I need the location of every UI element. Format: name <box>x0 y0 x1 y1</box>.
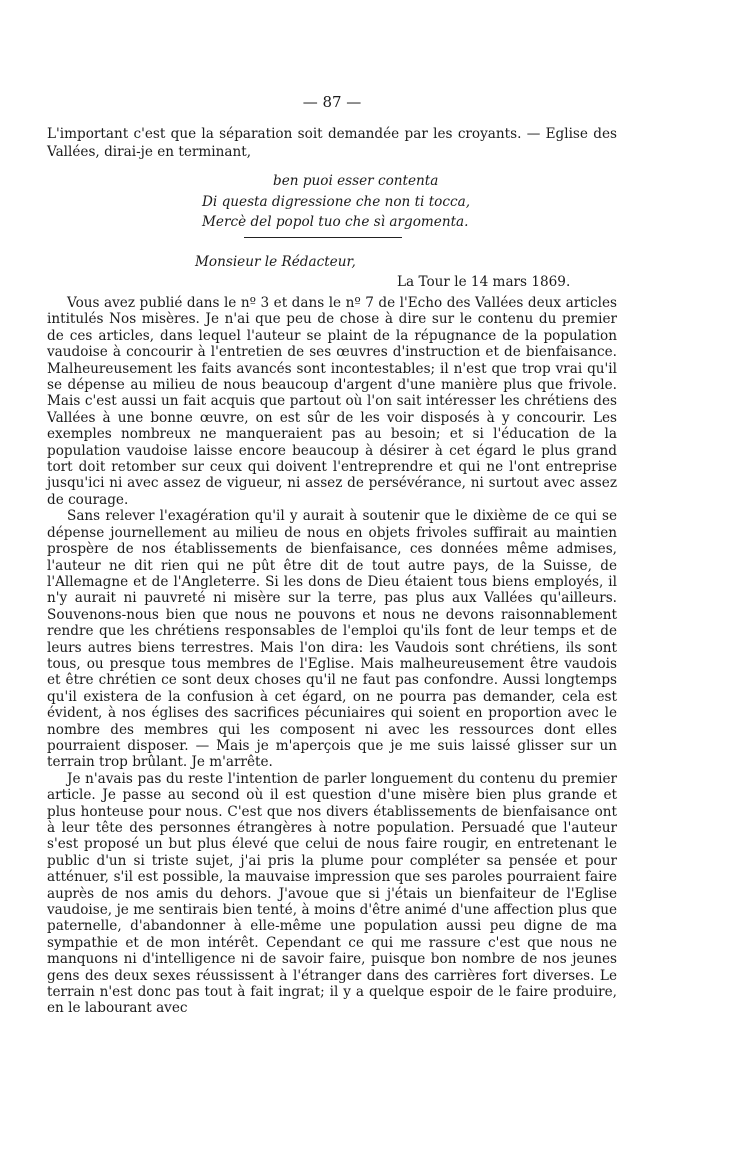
letter-salutation: Monsieur le Rédacteur, <box>195 254 356 270</box>
verse-line: Mercè del popol tuo che sì argomenta. <box>202 214 469 230</box>
letter-body <box>47 295 617 1017</box>
verse-quotation <box>202 171 470 233</box>
page-number: — 87 — <box>302 93 362 111</box>
letter-paragraph: Vous avez publié dans le nº 3 et dans le nº 7 de l'Echo des Vallées deux articles intitulés Nos misères. Je n'ai que peu de chose à dire sur le contenu du premier de ces articles, dans lequel l'auteur se plaint de la répugnance de la population vaudoise à concourir à l'entretien de ses œuvres d'instruction et de bienfaisance. Malheureusement les faits avancés sont incontestables; il n'est que trop vrai qu'il se dépense au milieu de nous beaucoup d'argent d'une manière plus que frivole. Mais c'est aussi un fait acquis que partout où l'on sait intéresser les chrétiens des Vallées à une bonne œuvre, on est sûr de les voir disposés à y concourir. Les exemples nombreux ne manqueraient pas au besoin; et si l'éducation de la population vaudoise laisse encore beaucoup à désirer à cet égard le plus grand tort doit retomber sur ceux qui doivent l'entreprendre et qui ne l'ont entreprise jusqu'ici ni avec assez de vigueur, ni assez de persévérance, ni surtout avec assez de courage. <box>47 295 617 508</box>
verse-line: ben puoi esser contenta <box>273 173 439 189</box>
intro-paragraph: L'important c'est que la séparation soit demandée par les croyants. — Eglise des Vallées, dirai-je en terminant, <box>47 126 617 160</box>
letter-paragraph: Je n'avais pas du reste l'intention de parler longuement du contenu du premier article. Je passe au second où il est question d'une misère bien plus grande et plus honteuse pour nous. C'est que nos divers établissements de bienfaisance ont à leur tête des personnes étrangères à notre population. Persuadé que l'auteur s'est proposé un but plus élevé que celui de nous faire rougir, en entretenant le public d'un si triste sujet, j'ai pris la plume pour compléter sa pensée et pour atténuer, s'il est possible, la mauvaise impression que ses paroles pourraient faire auprès de nos amis du dehors. J'avoue que si j'étais un bienfaiteur de l'Eglise vaudoise, je me sentirais bien tenté, à moins d'être animé d'une affection plus que paternelle, d'abandonner à elle-même une population aussi peu digne de ma sympathie et de mon intérêt. Cependant ce qui me rassure c'est que nous ne manquons ni d'intelligence ni de savoir faire, puisque bon nombre de nos jeunes gens des deux sexes réussissent à l'étranger dans des carrières fort diverses. Le terrain n'est donc pas tout à fait ingrat; il y a quelque espoir de le faire produire, en le labourant avec <box>47 770 617 1017</box>
letter-paragraph: Sans relever l'exagération qu'il y aurait à soutenir que le dixième de ce qui se dépense journellement au milieu de nous en objets frivoles suffirait au maintien prospère de nos établissements de bienfaisance, ces données même admises, l'auteur ne dit rien qui ne pût être dit de tout autre pays, de la Suisse, de l'Allemagne et de l'Angleterre. Si les dons de Dieu étaient tous biens employés, il n'y aurait ni pauvreté ni misère sur la terre, pas plus aux Vallées qu'ailleurs. Souvenons-nous bien que nous ne pouvons et nous ne devons raisonnablement rendre que les chrétiens responsables de l'emploi qu'ils font de leur temps et de leurs autres biens terrestres. Mais l'on dira: les Vaudois sont chrétiens, ils sont tous, ou presque tous membres de l'Eglise. Mais malheureusement être vaudois et être chrétien ce sont deux choses qu'il ne faut pas confondre. Aussi longtemps qu'il existera de la confusion à cet égard, on ne pourra pas demander, cela est évident, à nos églises des sacrifices pécuniaires qui soient en proportion avec le nombre des membres qui les composent ni avec les ressources dont elles pourraient disposer. — Mais je m'aperçois que je me suis laissé glisser sur un terrain trop brûlant. Je m'arrête. <box>47 508 617 771</box>
verse-line: Di questa digressione che non ti tocca, <box>202 193 471 210</box>
letter-dateline: La Tour le 14 mars 1869. <box>397 274 571 290</box>
section-divider <box>244 237 402 238</box>
